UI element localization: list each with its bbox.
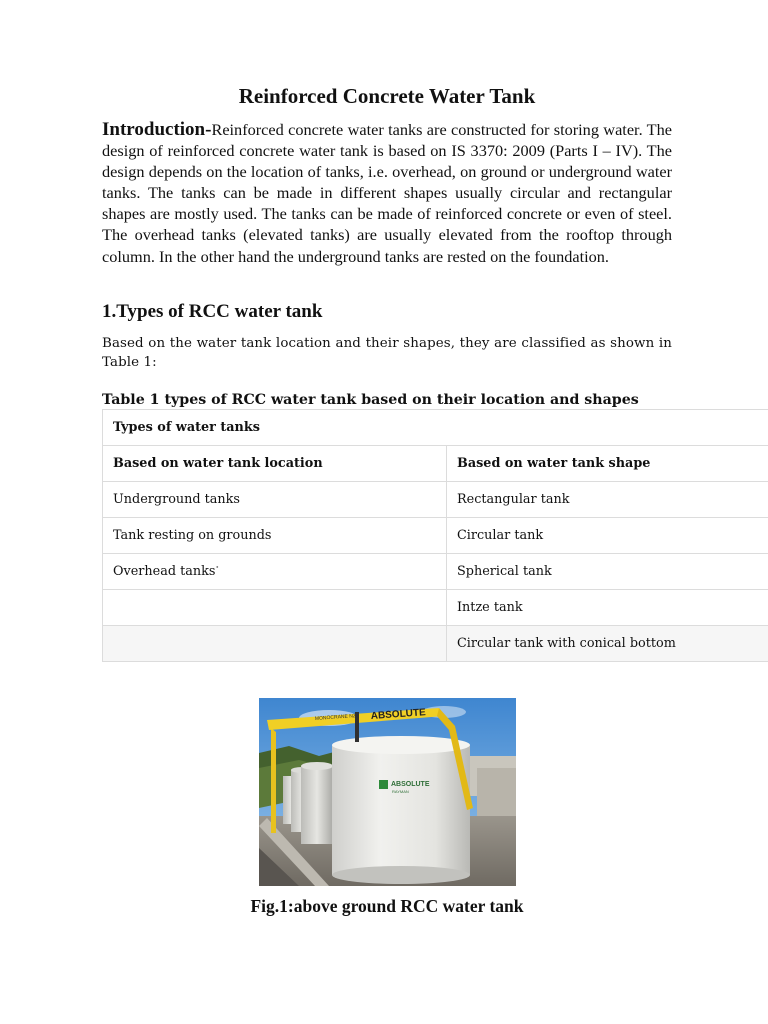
introduction-lead: Introduction-	[102, 119, 212, 140]
main-tank	[332, 736, 470, 884]
header-shape: Based on water tank shape	[447, 446, 768, 482]
table-row	[103, 590, 768, 626]
cell-shape: Spherical tank	[447, 554, 768, 590]
table-row	[103, 554, 768, 590]
table-row	[103, 482, 768, 518]
table-row	[103, 626, 768, 662]
introduction-paragraph	[102, 119, 672, 267]
cell-location	[103, 590, 447, 626]
cell-shape: Rectangular tank	[447, 482, 768, 518]
note-mark: •	[215, 564, 219, 572]
cell-shape: Circular tank with conical bottom	[447, 626, 768, 662]
tank-logo-text: ABSOLUTE	[391, 781, 430, 788]
cell-location	[103, 626, 447, 662]
tank-logo-sub: RAYMAN	[392, 789, 409, 794]
introduction-text: Reinforced concrete water tanks are constructed for storing water. The design of reinforced concrete water tank is based on IS 3370: 2009 (Parts I – IV). The design depends on the location of tanks, i.e. overhead, on ground or underground water tanks. The tanks can be made in different shapes usually circular and rectangular shapes are mostly used. The tanks can be made of reinforced concrete or even of steel. The overhead tanks (elevated tanks) are usually elevated from the rooftop through column. In the other hand the underground tanks are rested on the foundation.	[102, 120, 672, 266]
water-tank-photo	[259, 698, 516, 886]
figure-caption: Fig.1:above ground RCC water tank	[250, 896, 524, 916]
cell-shape: Intze tank	[447, 590, 768, 626]
document-title: Reinforced Concrete Water Tank	[238, 84, 536, 108]
crane-brand-text: ABSOLUTE	[370, 707, 427, 722]
table-row	[103, 518, 768, 554]
section-paragraph: Based on the water tank location and their shapes, they are classified as shown in Table 1:	[102, 336, 672, 370]
cell-location: Overhead tanks	[113, 564, 216, 579]
table-caption: Table 1 types of RCC water tank based on their location and shapes	[102, 392, 639, 408]
table-header-row	[103, 446, 768, 482]
crane-small-text: MONOCRANE NZ	[314, 713, 357, 722]
table-title-row	[103, 410, 768, 446]
cell-shape: Circular tank	[447, 518, 768, 554]
tank-types-table	[102, 409, 768, 662]
cell-location-overhead	[103, 554, 447, 590]
cell-location: Underground tanks	[103, 482, 447, 518]
table-title-cell: Types of water tanks	[103, 410, 768, 446]
header-location: Based on water tank location	[103, 446, 447, 482]
cell-location: Tank resting on grounds	[103, 518, 447, 554]
section-heading-types: 1.Types of RCC water tank	[102, 301, 323, 322]
